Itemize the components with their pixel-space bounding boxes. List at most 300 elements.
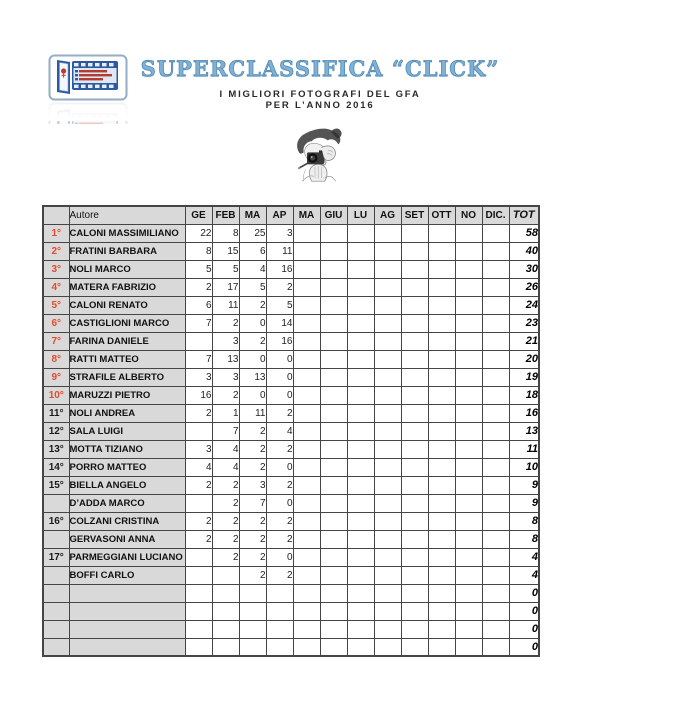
month-score-cell [401,566,428,584]
month-score-cell: 11 [266,242,293,260]
month-score-cell [293,368,320,386]
rank-column-header [43,206,69,224]
month-score-cell [401,440,428,458]
month-score-cell [482,458,509,476]
month-score-cell [320,386,347,404]
month-score-cell [401,458,428,476]
rank-cell [43,620,69,638]
month-score-cell [374,314,401,332]
month-score-cell [428,404,455,422]
month-score-cell: 5 [185,260,212,278]
rank-cell: 3° [43,260,69,278]
photographer-sketch-image [283,122,355,194]
month-score-cell [455,350,482,368]
month-score-cell [428,602,455,620]
author-cell [69,620,185,638]
table-row [43,368,539,386]
author-cell: BOFFI CARLO [69,566,185,584]
rank-cell: 14° [43,458,69,476]
month-score-cell: 2 [239,296,266,314]
month-column-header: SET [401,206,428,224]
month-score-cell: 6 [239,242,266,260]
month-score-cell [401,476,428,494]
month-score-cell [320,458,347,476]
month-score-cell [374,512,401,530]
club-logo [48,54,128,116]
month-score-cell [374,350,401,368]
month-score-cell: 2 [185,512,212,530]
author-cell: MATERA FABRIZIO [69,278,185,296]
month-column-header: FEB [212,206,239,224]
month-score-cell [428,386,455,404]
month-score-cell [320,314,347,332]
month-score-cell [320,638,347,656]
month-score-cell [374,548,401,566]
month-score-cell [455,620,482,638]
month-score-cell [293,530,320,548]
month-score-cell [293,548,320,566]
month-score-cell [374,530,401,548]
table-row [43,224,539,242]
author-cell: CALONI RENATO [69,296,185,314]
month-score-cell: 3 [212,332,239,350]
total-cell: 26 [509,278,539,296]
month-score-cell [428,458,455,476]
month-score-cell: 2 [212,548,239,566]
rank-cell: 5° [43,296,69,314]
month-score-cell: 2 [212,476,239,494]
month-score-cell [401,494,428,512]
rank-cell: 12° [43,422,69,440]
total-cell: 4 [509,566,539,584]
month-score-cell [455,440,482,458]
month-score-cell: 2 [212,494,239,512]
month-score-cell [293,458,320,476]
month-score-cell [347,458,374,476]
month-score-cell [185,548,212,566]
month-score-cell [374,602,401,620]
month-score-cell: 2 [266,530,293,548]
club-logo-icon [48,54,128,101]
month-score-cell: 2 [239,512,266,530]
month-score-cell [374,260,401,278]
total-cell: 23 [509,314,539,332]
month-score-cell [320,602,347,620]
month-score-cell: 2 [239,548,266,566]
month-score-cell [428,494,455,512]
month-score-cell [320,278,347,296]
month-score-cell: 7 [212,422,239,440]
month-score-cell [374,404,401,422]
month-score-cell [239,620,266,638]
table-row [43,638,539,656]
rank-cell: 8° [43,350,69,368]
month-score-cell [374,440,401,458]
month-score-cell [374,332,401,350]
month-score-cell: 0 [266,458,293,476]
author-cell: NOLI MARCO [69,260,185,278]
table-row [43,530,539,548]
total-cell: 21 [509,332,539,350]
month-score-cell [428,566,455,584]
month-score-cell [293,566,320,584]
total-cell: 9 [509,476,539,494]
month-score-cell [293,278,320,296]
month-score-cell: 13 [212,350,239,368]
month-score-cell: 2 [185,476,212,494]
month-score-cell: 2 [185,404,212,422]
month-score-cell: 3 [239,476,266,494]
rank-cell: 15° [43,476,69,494]
rank-cell: 11° [43,404,69,422]
month-score-cell: 4 [239,260,266,278]
rank-cell: 6° [43,314,69,332]
month-score-cell [239,638,266,656]
month-score-cell [374,458,401,476]
month-score-cell [347,584,374,602]
month-score-cell: 0 [266,494,293,512]
subtitle-line-1: I MIGLIORI FOTOGRAFI DEL GFA [219,89,421,100]
month-score-cell [428,638,455,656]
rank-cell [43,566,69,584]
table-row [43,476,539,494]
month-column-header: GE [185,206,212,224]
month-score-cell [455,296,482,314]
month-score-cell [320,422,347,440]
month-score-cell [266,620,293,638]
month-score-cell [482,476,509,494]
month-score-cell [482,242,509,260]
month-score-cell [293,386,320,404]
month-score-cell [428,242,455,260]
month-score-cell [212,638,239,656]
month-score-cell [401,602,428,620]
month-score-cell [347,440,374,458]
month-score-cell: 4 [266,422,293,440]
month-score-cell [347,404,374,422]
month-score-cell [455,224,482,242]
month-column-header: LU [347,206,374,224]
month-score-cell: 3 [212,368,239,386]
month-score-cell [428,422,455,440]
month-score-cell [293,260,320,278]
total-cell: 0 [509,602,539,620]
rank-cell [43,494,69,512]
month-score-cell [374,584,401,602]
table-row [43,458,539,476]
month-score-cell [293,422,320,440]
month-score-cell [428,260,455,278]
month-score-cell: 14 [266,314,293,332]
author-cell [69,584,185,602]
month-score-cell [347,278,374,296]
month-score-cell [320,584,347,602]
month-score-cell: 2 [239,458,266,476]
rank-cell: 16° [43,512,69,530]
month-score-cell: 11 [239,404,266,422]
month-score-cell [293,638,320,656]
month-score-cell: 0 [266,350,293,368]
month-column-header: OTT [428,206,455,224]
author-cell: FRATINI BARBARA [69,242,185,260]
month-score-cell [185,566,212,584]
month-score-cell [374,494,401,512]
month-score-cell [374,224,401,242]
month-score-cell [347,548,374,566]
month-score-cell [401,350,428,368]
total-cell: 18 [509,386,539,404]
month-score-cell [482,548,509,566]
month-column-header: MA [239,206,266,224]
author-cell: PORRO MATTEO [69,458,185,476]
month-score-cell: 5 [266,296,293,314]
month-score-cell [374,242,401,260]
total-cell: 58 [509,224,539,242]
table-row [43,278,539,296]
month-score-cell [401,314,428,332]
month-score-cell [428,278,455,296]
month-score-cell [293,440,320,458]
month-score-cell [347,620,374,638]
month-score-cell: 7 [185,350,212,368]
month-score-cell [428,314,455,332]
subtitle-line-2: PER L’ANNO 2016 [265,100,375,111]
month-score-cell [293,620,320,638]
month-score-cell: 6 [185,296,212,314]
month-score-cell: 4 [185,458,212,476]
month-score-cell [212,584,239,602]
month-score-cell: 2 [239,440,266,458]
month-score-cell [401,260,428,278]
month-score-cell [347,260,374,278]
month-score-cell [320,404,347,422]
month-score-cell [482,440,509,458]
total-cell: 20 [509,350,539,368]
month-score-cell [374,368,401,386]
month-score-cell [401,332,428,350]
month-score-cell [482,422,509,440]
month-score-cell [428,368,455,386]
month-score-cell [347,494,374,512]
month-score-cell [482,224,509,242]
month-column-header: MA [293,206,320,224]
table-row [43,242,539,260]
total-cell: 16 [509,404,539,422]
month-score-cell [482,638,509,656]
rank-cell [43,638,69,656]
rank-cell: 4° [43,278,69,296]
table-row [43,332,539,350]
month-score-cell [455,512,482,530]
month-column-header: GIU [320,206,347,224]
month-score-cell [428,620,455,638]
month-score-cell [482,368,509,386]
author-cell: GERVASONI ANNA [69,530,185,548]
total-cell: 30 [509,260,539,278]
month-score-cell [401,278,428,296]
month-score-cell [482,512,509,530]
month-score-cell [428,296,455,314]
month-score-cell [455,566,482,584]
month-score-cell [428,350,455,368]
month-column-header: AG [374,206,401,224]
month-score-cell [293,332,320,350]
month-score-cell [212,620,239,638]
month-score-cell: 22 [185,224,212,242]
month-score-cell [320,548,347,566]
month-score-cell [455,458,482,476]
author-cell: D’ADDA MARCO [69,494,185,512]
total-cell: 0 [509,638,539,656]
total-cell: 8 [509,530,539,548]
author-cell: MARUZZI PIETRO [69,386,185,404]
total-cell: 24 [509,296,539,314]
table-row [43,620,539,638]
month-score-cell [347,566,374,584]
author-cell: SALA LUIGI [69,422,185,440]
author-cell: STRAFILE ALBERTO [69,368,185,386]
month-score-cell [482,278,509,296]
month-score-cell [428,512,455,530]
month-column-header: AP [266,206,293,224]
month-score-cell: 8 [212,224,239,242]
month-score-cell [185,422,212,440]
month-score-cell [401,638,428,656]
month-score-cell [455,386,482,404]
month-score-cell: 3 [185,440,212,458]
page-title: SUPERCLASSIFICA “CLICK” [140,56,500,81]
month-score-cell [293,512,320,530]
logo-reflection-fade [48,101,128,121]
month-score-cell: 1 [212,404,239,422]
month-score-cell [455,404,482,422]
month-score-cell [401,404,428,422]
month-score-cell [374,422,401,440]
month-score-cell [185,584,212,602]
month-score-cell [374,296,401,314]
month-score-cell [401,530,428,548]
month-score-cell [293,476,320,494]
rank-cell: 2° [43,242,69,260]
author-cell [69,602,185,620]
month-score-cell [347,332,374,350]
month-score-cell: 3 [266,224,293,242]
table-row [43,584,539,602]
month-score-cell [455,530,482,548]
month-score-cell [212,566,239,584]
month-score-cell [374,638,401,656]
month-score-cell [320,260,347,278]
month-score-cell [455,314,482,332]
month-score-cell [347,530,374,548]
table-row [43,602,539,620]
total-cell: 4 [509,548,539,566]
month-score-cell: 0 [239,314,266,332]
month-score-cell [455,242,482,260]
month-score-cell [455,476,482,494]
month-score-cell [320,440,347,458]
month-score-cell [320,332,347,350]
month-score-cell [374,476,401,494]
author-cell: CASTIGLIONI MARCO [69,314,185,332]
author-cell: FARINA DANIELE [69,332,185,350]
month-score-cell [347,512,374,530]
month-score-cell [347,602,374,620]
total-cell: 9 [509,494,539,512]
table-row [43,566,539,584]
month-score-cell: 0 [266,368,293,386]
month-score-cell [320,530,347,548]
month-score-cell [455,548,482,566]
month-score-cell [266,638,293,656]
month-score-cell: 0 [239,386,266,404]
author-cell: RATTI MATTEO [69,350,185,368]
month-score-cell [482,314,509,332]
month-score-cell [482,584,509,602]
month-score-cell [482,350,509,368]
month-score-cell [266,584,293,602]
month-score-cell [185,332,212,350]
total-cell: 13 [509,422,539,440]
table-row [43,296,539,314]
month-score-cell [401,386,428,404]
month-score-cell: 2 [266,404,293,422]
rank-cell: 7° [43,332,69,350]
table-header-row [43,206,539,224]
author-cell: NOLI ANDREA [69,404,185,422]
month-score-cell [374,620,401,638]
total-cell: 0 [509,620,539,638]
total-cell: 0 [509,584,539,602]
month-score-cell: 5 [212,260,239,278]
month-score-cell [320,476,347,494]
rank-cell [43,584,69,602]
month-score-cell [239,602,266,620]
month-score-cell: 7 [185,314,212,332]
month-score-cell [293,404,320,422]
rank-cell [43,602,69,620]
month-score-cell [428,530,455,548]
month-score-cell: 2 [239,332,266,350]
author-cell: BIELLA ANGELO [69,476,185,494]
month-score-cell [455,332,482,350]
month-score-cell [455,278,482,296]
month-score-cell [482,296,509,314]
page-subtitle [135,89,505,111]
month-score-cell: 2 [212,386,239,404]
month-score-cell: 25 [239,224,266,242]
month-score-cell [293,224,320,242]
month-score-cell [401,368,428,386]
month-score-cell: 11 [212,296,239,314]
table-row [43,422,539,440]
month-score-cell [374,278,401,296]
month-score-cell [185,620,212,638]
month-score-cell [320,512,347,530]
month-score-cell [293,242,320,260]
month-score-cell [428,440,455,458]
month-score-cell [293,296,320,314]
month-score-cell [482,566,509,584]
month-score-cell [212,602,239,620]
month-score-cell [266,602,293,620]
month-score-cell [401,620,428,638]
month-score-cell [428,548,455,566]
month-score-cell [482,404,509,422]
author-cell: MOTTA TIZIANO [69,440,185,458]
table-row [43,440,539,458]
month-score-cell: 0 [266,386,293,404]
